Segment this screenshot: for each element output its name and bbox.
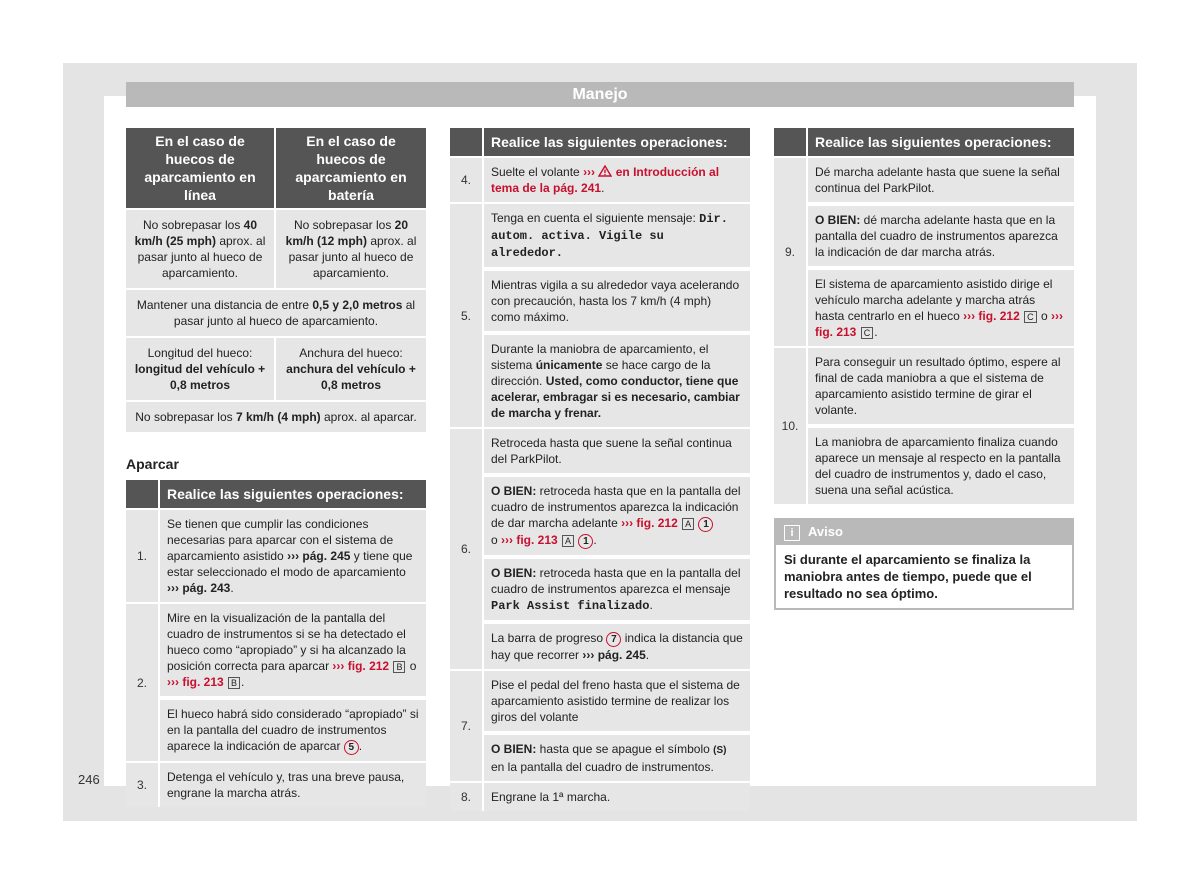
step-number: 3. (126, 763, 160, 807)
step-row (126, 510, 426, 602)
step-text: La barra de progreso 7 indica la distancia que hay que recorrer ››› pág. 245. (484, 624, 750, 669)
step-number: 6. (450, 429, 484, 669)
cell-speed-parking: No sobrepasar los 7 km/h (4 mph) aprox. al aparcar. (126, 402, 426, 432)
step-row (774, 206, 1074, 268)
parking-gap-table (126, 126, 426, 434)
warning-triangle-icon (598, 165, 612, 177)
cell-speed-battery: No sobrepasar los 20 km/h (12 mph) aprox. al pasar junto al hueco de aparcamiento. (276, 210, 426, 288)
step-text: Mientras vigila a su alrededor vaya acelerando con precaución, hasta los 7 km/h (4 mph) como máximo. (484, 271, 750, 333)
page-reference[interactable]: ››› pág. 245 (582, 648, 646, 662)
step-text: El sistema de aparcamiento asistido dirige el vehículo marcha adelante y marcha atrás hasta centrarlo en el hueco ››› fig. 212 C o ››› fig. 213 C . (808, 270, 1074, 346)
step-text: O BIEN: retroceda hasta que en la pantalla del cuadro de instrumentos aparezca la indicación de dar marcha adelante ››› fig. 212 A 1 o ››› fig. 213 A 1 . (484, 477, 750, 557)
step-row (126, 604, 426, 698)
step-number: 10. (774, 348, 808, 504)
step-row (450, 671, 750, 733)
intro-link[interactable]: en Introducción al tema de la pág. 241 (491, 165, 720, 195)
page-number: 246 (78, 772, 100, 787)
step-number: 4. (450, 158, 484, 202)
steps-table-2 (450, 126, 750, 813)
figure-link[interactable]: ››› fig. 213 (167, 675, 224, 689)
step-text: Pise el pedal del freno hasta que el sistema de aparcamiento asistido termine de realizar los giros del volante (484, 671, 750, 733)
info-icon: i (784, 525, 800, 541)
figure-link[interactable]: ››› fig. 212 (963, 309, 1020, 323)
step-number-header (774, 128, 808, 156)
step-number-header (126, 480, 160, 508)
column-3 (774, 126, 1074, 610)
page-reference[interactable]: ››› (583, 165, 599, 179)
section-header: Manejo (126, 82, 1074, 107)
column-2 (450, 126, 750, 813)
step-row (450, 335, 750, 427)
steps-header: Realice las siguientes operaciones: (808, 128, 1074, 156)
step-text: Retroceda hasta que suene la señal continua del ParkPilot. (484, 429, 750, 475)
step-text: Para conseguir un resultado óptimo, espere al final de cada maniobra a que el sistema de aparcamiento asistido termine de girar el volante. (808, 348, 1074, 426)
step-row (450, 624, 750, 669)
step-row (774, 158, 1074, 204)
key-label: A (562, 535, 574, 547)
table-row (126, 402, 426, 432)
key-label: B (228, 677, 240, 689)
step-text: O BIEN: hasta que se apague el símbolo (S) en la pantalla del cuadro de instrumentos. (484, 735, 750, 781)
page-reference[interactable]: ››› pág. 243 (167, 581, 231, 595)
callout-number: 1 (578, 534, 593, 549)
figure-link[interactable]: ››› fig. 212 (332, 659, 390, 673)
step-row (774, 270, 1074, 346)
park-assist-symbol-icon: (S) (713, 745, 727, 756)
key-label: C (1024, 311, 1037, 323)
figure-link[interactable]: ››› fig. 212 (621, 516, 678, 530)
step-row (450, 158, 750, 202)
key-label: A (682, 518, 694, 530)
step-text: Mire en la visualización de la pantalla del cuadro de instrumentos si se ha detectado el hueco como “apropiado” y si ha alcanzado la posición correcta para aparcar ››› fig. 212 B o ››› fig. 213 B . (160, 604, 426, 698)
notice-body: Si durante el aparcamiento se finaliza la maniobra antes de tiempo, puede que el resultado no sea óptimo. (784, 552, 1032, 601)
step-text: La maniobra de aparcamiento finaliza cuando aparece un mensaje al respecto en la pantalla del cuadro de instrumentos y, dado el caso, suena una señal acústica. (808, 428, 1074, 504)
step-row (774, 428, 1074, 504)
step-number: 2. (126, 604, 160, 761)
step-text: Detenga el vehículo y, tras una breve pausa, engrane la marcha atrás. (160, 763, 426, 807)
notice-box (774, 518, 1074, 610)
header-inline-parking: En el caso de huecos de aparcamiento en línea (126, 128, 276, 208)
figure-link[interactable]: ››› fig. 213 (501, 533, 558, 547)
notice-title: Aviso (808, 524, 843, 539)
callout-number: 5 (344, 740, 359, 755)
steps-header: Realice las siguientes operaciones: (484, 128, 750, 156)
step-text: Suelte el volante ››› en Introducción al tema de la pág. 241. (484, 158, 750, 202)
step-row (126, 700, 426, 761)
callout-number: 7 (606, 632, 621, 647)
table-row (126, 290, 426, 336)
step-row (450, 429, 750, 475)
header-battery-parking: En el caso de huecos de aparcamiento en batería (276, 128, 426, 208)
table-row (126, 210, 426, 288)
step-number: 9. (774, 158, 808, 346)
step-text: Engrane la 1ª marcha. (484, 783, 750, 811)
step-row (450, 204, 750, 269)
cell-gap-width: Anchura del hueco: anchura del vehículo + 0,8 metros (276, 338, 426, 400)
key-label: C (861, 327, 874, 339)
steps-table-3 (774, 126, 1074, 506)
step-row (774, 348, 1074, 426)
step-row (126, 763, 426, 807)
step-text: Durante la maniobra de aparcamiento, el sistema únicamente se hace cargo de la dirección. Usted, como conductor, tiene que acelerar, embragar si es necesario, cambiar de marcha y frenar. (484, 335, 750, 427)
key-label: B (393, 661, 405, 673)
column-1 (126, 126, 426, 809)
cell-gap-length: Longitud del hueco: longitud del vehículo + 0,8 metros (126, 338, 276, 400)
step-number: 8. (450, 783, 484, 811)
step-row (450, 783, 750, 811)
step-number: 1. (126, 510, 160, 602)
notice-header (776, 520, 1072, 545)
step-row (450, 477, 750, 557)
step-number: 7. (450, 671, 484, 781)
page-reference[interactable]: ››› pág. 245 (287, 549, 351, 563)
callout-number: 1 (698, 517, 713, 532)
steps-table-1 (126, 478, 426, 809)
step-number: 5. (450, 204, 484, 427)
figure-link[interactable]: ››› fig. 213 (815, 309, 1063, 339)
steps-header: Realice las siguientes operaciones: (160, 480, 426, 508)
display-message: Dir. autom. activa. Vigile su alrededor. (491, 212, 728, 260)
section-title-aparcar: Aparcar (126, 456, 179, 472)
step-number-header (450, 128, 484, 156)
step-text: Tenga en cuenta el siguiente mensaje: Dir. autom. activa. Vigile su alrededor. (484, 204, 750, 269)
display-message: Park Assist finalizado (491, 599, 650, 613)
table-row (126, 338, 426, 400)
cell-speed-inline: No sobrepasar los 40 km/h (25 mph) aprox. al pasar junto al hueco de aparcamiento. (126, 210, 276, 288)
step-text: Se tienen que cumplir las condiciones necesarias para aparcar con el sistema de aparcamiento asistido ››› pág. 245 y tiene que estar seleccionado el modo de aparcamiento ››› pág. 243. (160, 510, 426, 602)
cell-distance: Mantener una distancia de entre 0,5 y 2,0 metros al pasar junto al hueco de aparcamiento. (126, 290, 426, 336)
step-text: O BIEN: dé marcha adelante hasta que en la pantalla del cuadro de instrumentos aparezca la indicación de dar marcha atrás. (808, 206, 1074, 268)
step-text: Dé marcha adelante hasta que suene la señal continua del ParkPilot. (808, 158, 1074, 204)
step-text: El hueco habrá sido considerado “apropiado” si en la pantalla del cuadro de instrumentos aparece la indicación de aparcar 5 . (160, 700, 426, 761)
step-row (450, 735, 750, 781)
step-text: O BIEN: retroceda hasta que en la pantalla del cuadro de instrumentos aparezca el mensaje Park Assist finalizado. (484, 559, 750, 622)
step-row (450, 271, 750, 333)
step-row (450, 559, 750, 622)
